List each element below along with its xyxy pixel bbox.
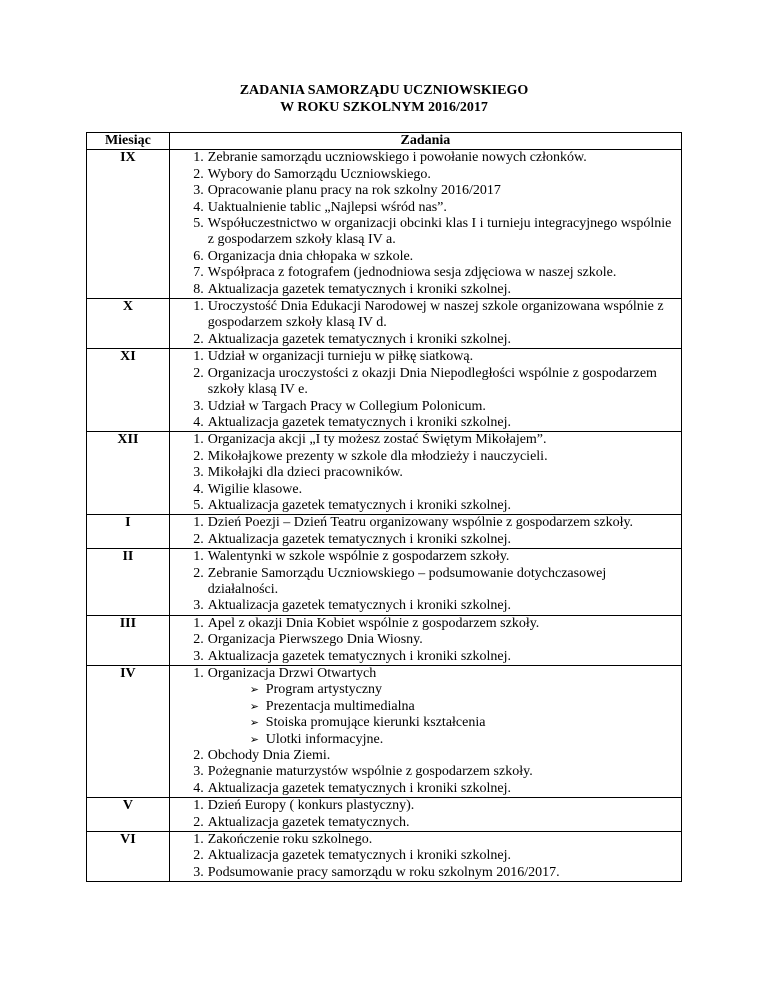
task-number: 2. xyxy=(193,748,204,764)
subtask-text: Ulotki informacyjne. xyxy=(265,731,384,747)
table-row xyxy=(87,615,682,665)
header-tasks: Zadania xyxy=(169,133,681,150)
task-number: 3. xyxy=(193,465,204,481)
task-text: Uroczystość Dnia Edukacji Narodowej w naszej szkole organizowana wspólnie z gospodarzem szkoły klasą IV d. xyxy=(207,299,664,331)
month-cell xyxy=(87,549,170,616)
task-list xyxy=(170,299,681,348)
task-item xyxy=(170,332,681,348)
task-list xyxy=(170,549,681,615)
task-text: Mikołajkowe prezenty w szkole dla młodzieży i nauczycieli. xyxy=(207,448,548,464)
task-number: 2. xyxy=(193,331,204,347)
task-number: 2. xyxy=(193,632,204,648)
task-item xyxy=(170,249,681,265)
month-cell xyxy=(87,666,170,798)
task-text: Udział w organizacji turnieju w piłkę siatkową. xyxy=(207,349,474,365)
task-item xyxy=(170,649,681,665)
subtask-text: Stoiska promujące kierunki kształcenia xyxy=(265,715,486,731)
task-item xyxy=(170,150,681,166)
subtask-text: Program artystyczny xyxy=(265,682,383,698)
task-text: Organizacja Pierwszego Dnia Wiosny. xyxy=(207,632,423,648)
task-text: Wigilie klasowe. xyxy=(207,481,303,497)
task-number: 3. xyxy=(193,398,204,414)
task-number: 2. xyxy=(193,365,204,381)
task-item xyxy=(170,432,681,448)
task-list xyxy=(170,515,681,548)
task-item xyxy=(170,632,681,648)
table-row xyxy=(87,150,682,299)
task-item xyxy=(170,666,681,748)
task-item xyxy=(170,299,681,332)
task-item xyxy=(170,498,681,514)
task-text: Zebranie samorządu uczniowskiego i powołanie nowych członków. xyxy=(207,150,587,166)
task-item xyxy=(170,415,681,431)
month-cell xyxy=(87,150,170,299)
task-number: 3. xyxy=(193,648,204,664)
subtask-text: Prezentacja multimedialna xyxy=(265,698,415,714)
task-item xyxy=(170,216,681,249)
task-text: Wybory do Samorządu Uczniowskiego. xyxy=(207,166,431,182)
task-text: Udział w Targach Pracy w Collegium Polonicum. xyxy=(207,398,486,414)
task-item xyxy=(170,366,681,399)
task-number: 3. xyxy=(193,864,204,880)
task-number: 5. xyxy=(193,216,204,232)
task-text: Aktualizacja gazetek tematycznych. xyxy=(207,814,410,830)
task-text: Opracowanie planu pracy na rok szkolny 2016/2017 xyxy=(207,183,501,199)
task-text: Zakończenie roku szkolnego. xyxy=(207,832,373,848)
subtask-item xyxy=(208,715,677,731)
task-number: 2. xyxy=(193,565,204,581)
tasks-cell xyxy=(169,432,681,515)
task-text: Zebranie Samorządu Uczniowskiego – podsumowanie dotychczasowej działalności. xyxy=(207,565,607,597)
tasks-cell xyxy=(169,832,681,882)
subtask-item xyxy=(208,699,677,715)
table-row xyxy=(87,349,682,432)
task-number: 1. xyxy=(193,515,204,531)
table-row xyxy=(87,549,682,616)
task-number: 2. xyxy=(193,531,204,547)
month-cell xyxy=(87,615,170,665)
task-item xyxy=(170,598,681,614)
task-number: 5. xyxy=(193,497,204,513)
task-item xyxy=(170,515,681,531)
task-item xyxy=(170,399,681,415)
tasks-cell xyxy=(169,299,681,349)
arrow-bullet-icon: ➢ xyxy=(249,733,260,746)
task-item xyxy=(170,764,681,780)
table-header-row xyxy=(87,133,682,150)
header-month: Miesiąc xyxy=(87,133,170,150)
task-text: Podsumowanie pracy samorządu w roku szkolnym 2016/2017. xyxy=(207,864,560,880)
table-row xyxy=(87,798,682,832)
task-item xyxy=(170,566,681,599)
task-number: 1. xyxy=(193,615,204,631)
month-label: IV xyxy=(120,666,136,681)
task-number: 1. xyxy=(193,832,204,848)
task-text: Dzień Europy ( konkurs plastyczny). xyxy=(207,798,415,814)
task-text: Aktualizacja gazetek tematycznych i kroniki szkolnej. xyxy=(207,848,512,864)
subtask-item xyxy=(208,682,677,698)
task-number: 3. xyxy=(193,183,204,199)
month-label: VI xyxy=(120,832,136,848)
task-item xyxy=(170,781,681,797)
task-text: Apel z okazji Dnia Kobiet wspólnie z gospodarzem szkoły. xyxy=(207,615,540,631)
task-text: Współpraca z fotografem (jednodniowa sesja zdjęciowa w naszej szkole. xyxy=(207,265,617,281)
title-line-2: W ROKU SZKOLNYM 2016/2017 xyxy=(280,100,488,115)
month-cell xyxy=(87,798,170,832)
task-item xyxy=(170,832,681,848)
tasks-cell xyxy=(169,549,681,616)
task-text: Aktualizacja gazetek tematycznych i kroniki szkolnej. xyxy=(207,598,512,614)
month-cell xyxy=(87,432,170,515)
task-number: 7. xyxy=(193,265,204,281)
task-number: 4. xyxy=(193,780,204,796)
task-text: Aktualizacja gazetek tematycznych i kroniki szkolnej. xyxy=(207,331,512,347)
tasks-cell xyxy=(169,666,681,798)
task-item xyxy=(170,848,681,864)
month-label: IX xyxy=(120,150,136,166)
task-text: Pożegnanie maturzystów wspólnie z gospodarzem szkoły. xyxy=(207,764,533,780)
subtask-item xyxy=(208,732,677,748)
month-cell xyxy=(87,299,170,349)
arrow-bullet-icon: ➢ xyxy=(249,684,260,697)
task-number: 1. xyxy=(193,666,204,681)
task-text: Aktualizacja gazetek tematycznych i kroniki szkolnej. xyxy=(207,531,512,547)
task-text: Uaktualnienie tablic „Najlepsi wśród nas”. xyxy=(207,199,447,215)
tasks-cell xyxy=(169,349,681,432)
task-number: 1. xyxy=(193,798,204,814)
task-item xyxy=(170,265,681,281)
task-text: Aktualizacja gazetek tematycznych i kroniki szkolnej. xyxy=(207,281,512,297)
arrow-bullet-icon: ➢ xyxy=(249,717,260,730)
task-number: 1. xyxy=(193,150,204,166)
task-list xyxy=(170,832,681,881)
task-number: 1. xyxy=(193,349,204,365)
task-number: 2. xyxy=(193,448,204,464)
task-number: 6. xyxy=(193,248,204,264)
task-list xyxy=(170,666,681,797)
task-number: 4. xyxy=(193,199,204,215)
task-list xyxy=(170,349,681,431)
tasks-cell xyxy=(169,615,681,665)
month-label: II xyxy=(122,549,134,565)
task-list xyxy=(170,432,681,514)
table-row xyxy=(87,666,682,798)
task-item xyxy=(170,200,681,216)
task-text: Aktualizacja gazetek tematycznych i kroniki szkolnej. xyxy=(207,780,512,796)
task-item xyxy=(170,349,681,365)
task-item xyxy=(170,183,681,199)
table-row xyxy=(87,515,682,549)
task-number: 4. xyxy=(193,414,204,430)
task-number: 1. xyxy=(193,299,204,315)
task-text: Organizacja Drzwi Otwartych xyxy=(207,666,377,681)
task-number: 3. xyxy=(193,598,204,614)
month-label: XI xyxy=(120,349,136,365)
task-item xyxy=(170,282,681,298)
tasks-cell xyxy=(169,150,681,299)
task-item xyxy=(170,865,681,881)
tasks-cell xyxy=(169,798,681,832)
task-text: Organizacja dnia chłopaka w szkole. xyxy=(207,248,414,264)
month-label: I xyxy=(125,515,131,531)
task-list xyxy=(170,798,681,831)
month-label: X xyxy=(122,299,133,315)
task-text: Współuczestnictwo w organizacji obcinki klas I i turnieju integracyjnego wspólnie z gospodarzem szkoły klasą IV a. xyxy=(207,216,672,248)
title-line-1: ZADANIA SAMORZĄDU UCZNIOWSKIEGO xyxy=(239,83,529,98)
task-item xyxy=(170,449,681,465)
task-item xyxy=(170,482,681,498)
task-item xyxy=(170,167,681,183)
task-item xyxy=(170,798,681,814)
task-item xyxy=(170,465,681,481)
table-row xyxy=(87,299,682,349)
task-text: Aktualizacja gazetek tematycznych i kroniki szkolnej. xyxy=(207,648,512,664)
task-text: Aktualizacja gazetek tematycznych i kroniki szkolnej. xyxy=(207,414,512,430)
task-item xyxy=(170,815,681,831)
task-text: Walentynki w szkole wspólnie z gospodarzem szkoły. xyxy=(207,549,510,565)
task-number: 4. xyxy=(193,481,204,497)
month-cell xyxy=(87,832,170,882)
task-text: Organizacja akcji „I ty możesz zostać Świętym Mikołajem”. xyxy=(207,432,547,448)
document-title xyxy=(0,82,768,116)
tasks-cell xyxy=(169,515,681,549)
month-cell xyxy=(87,515,170,549)
task-list xyxy=(170,616,681,665)
table-row xyxy=(87,832,682,882)
tasks-table xyxy=(86,132,682,882)
table-row xyxy=(87,432,682,515)
task-number: 2. xyxy=(193,166,204,182)
task-number: 8. xyxy=(193,281,204,297)
month-cell xyxy=(87,349,170,432)
task-number: 2. xyxy=(193,848,204,864)
task-text: Dzień Poezji – Dzień Teatru organizowany wspólnie z gospodarzem szkoły. xyxy=(207,515,634,531)
task-item xyxy=(170,532,681,548)
task-item xyxy=(170,549,681,565)
task-item xyxy=(170,748,681,764)
task-number: 1. xyxy=(193,432,204,448)
month-label: III xyxy=(119,615,137,631)
task-text: Organizacja uroczystości z okazji Dnia Niepodległości wspólnie z gospodarzem szkoły klasą IV e. xyxy=(207,365,657,398)
task-item xyxy=(170,616,681,632)
arrow-bullet-icon: ➢ xyxy=(249,700,260,713)
month-label: V xyxy=(122,798,133,814)
task-text: Aktualizacja gazetek tematycznych i kroniki szkolnej. xyxy=(207,497,512,513)
task-list xyxy=(170,150,681,298)
subtask-list xyxy=(208,682,677,748)
task-text: Mikołajki dla dzieci pracowników. xyxy=(207,465,403,481)
month-label: XII xyxy=(117,432,139,448)
task-number: 3. xyxy=(193,764,204,780)
task-number: 1. xyxy=(193,549,204,565)
task-number: 2. xyxy=(193,814,204,830)
task-text: Obchody Dnia Ziemi. xyxy=(207,748,331,764)
